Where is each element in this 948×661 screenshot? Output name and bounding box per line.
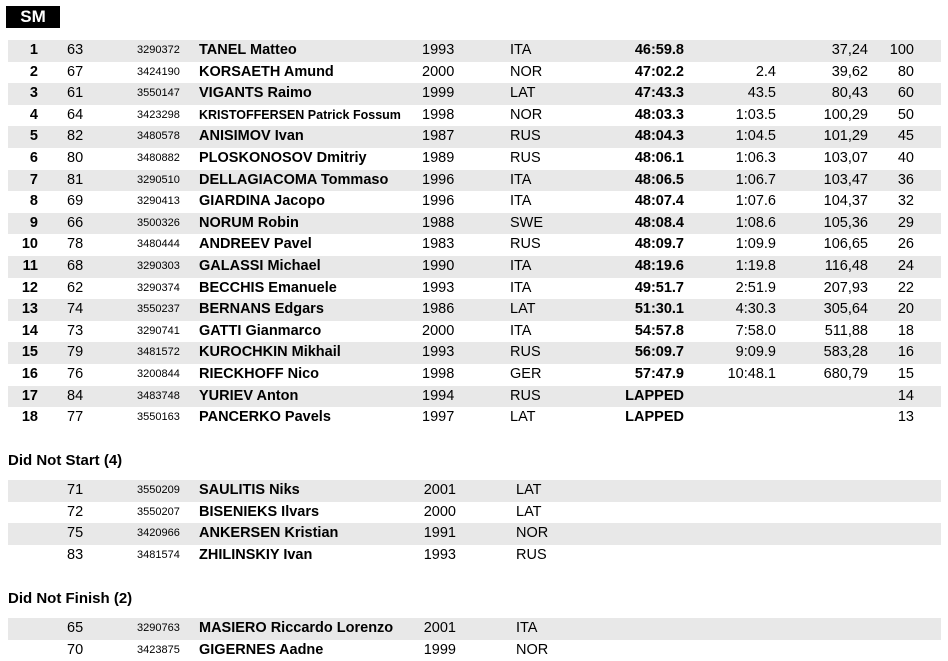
rank-cell: 8 — [29, 193, 38, 210]
cup-points-cell: 29 — [897, 214, 914, 231]
cup-points-cell: 50 — [897, 106, 914, 123]
birth-year-cell: 1983 — [422, 236, 455, 253]
fis-points-cell: 305,64 — [823, 301, 868, 318]
fis-code-cell: 3290510 — [137, 173, 180, 186]
rank-cell: 6 — [29, 150, 38, 166]
bib-cell: 72 — [67, 503, 84, 520]
fis-points-cell: 37,24 — [831, 42, 868, 58]
result-row — [8, 170, 941, 192]
athlete-name-cell: RIECKHOFF Nico — [199, 366, 320, 382]
cup-points-cell: 80 — [897, 63, 914, 80]
athlete-name-cell: GATTI Gianmarco — [199, 322, 322, 339]
bib-cell: 79 — [67, 344, 84, 361]
time-behind-cell: 2.4 — [755, 63, 776, 80]
athlete-name-cell: GIARDINA Jacopo — [199, 193, 325, 210]
fis-code-cell: 3290741 — [137, 324, 180, 337]
birth-year-cell: 1990 — [422, 258, 455, 274]
nation-cell: ITA — [510, 171, 532, 188]
birth-year-cell: 1996 — [422, 171, 455, 188]
time-cell: 48:08.4 — [634, 214, 684, 231]
birth-year-cell: 2000 — [423, 503, 456, 520]
birth-year-cell: 1986 — [422, 301, 455, 318]
birth-year-cell: 1999 — [422, 85, 455, 102]
fis-code-cell: 3500326 — [137, 216, 180, 229]
time-behind-cell: 1:06.7 — [735, 171, 776, 188]
fis-points-cell: 104,37 — [823, 193, 868, 210]
bib-cell: 63 — [67, 42, 84, 58]
time-behind-cell: 1:07.6 — [735, 193, 776, 210]
result-row — [8, 234, 941, 256]
athlete-name-cell: KUROCHKIN Mikhail — [199, 344, 341, 361]
birth-year-cell: 1993 — [422, 344, 455, 361]
cup-points-cell: 18 — [897, 322, 914, 339]
bib-cell: 84 — [67, 387, 84, 404]
cup-points-cell: 14 — [897, 387, 914, 404]
fis-code-cell: 3480882 — [137, 152, 180, 164]
fis-code-cell: 3290372 — [137, 44, 180, 56]
fis-points-cell: 511,88 — [824, 322, 868, 339]
result-row — [8, 126, 941, 148]
result-row — [8, 321, 941, 343]
bib-cell: 82 — [67, 128, 84, 145]
bib-cell: 75 — [67, 525, 84, 542]
cup-points-cell: 32 — [897, 193, 914, 210]
athlete-name-cell: GALASSI Michael — [199, 258, 321, 274]
rank-cell: 15 — [21, 344, 38, 361]
bib-cell: 62 — [67, 279, 84, 296]
time-behind-cell: 1:19.8 — [735, 258, 776, 274]
rank-cell: 2 — [29, 63, 38, 80]
time-cell: LAPPED — [625, 409, 684, 426]
cup-points-cell: 60 — [897, 85, 914, 102]
cup-points-cell: 40 — [897, 150, 914, 166]
bib-cell: 77 — [67, 409, 84, 426]
bib-cell: 67 — [67, 63, 84, 80]
fis-points-cell: 583,28 — [823, 344, 868, 361]
athlete-name-cell: BECCHIS Emanuele — [199, 279, 337, 296]
bib-cell: 61 — [67, 85, 84, 102]
nation-cell: LAT — [510, 409, 536, 426]
cup-points-cell: 13 — [897, 409, 914, 426]
cup-points-cell: 20 — [897, 301, 914, 318]
fis-points-cell: 101,29 — [823, 128, 868, 145]
athlete-name-cell: ZHILINSKIY Ivan — [199, 546, 313, 563]
athlete-name-cell: YURIEV Anton — [199, 387, 299, 404]
cup-points-cell: 26 — [897, 236, 914, 253]
fis-points-cell: 103,07 — [823, 150, 868, 166]
result-row — [8, 386, 941, 408]
bib-cell: 66 — [67, 214, 84, 231]
result-row — [8, 256, 941, 278]
fis-code-cell: 3483748 — [137, 389, 180, 402]
fis-code-cell: 3550207 — [137, 505, 180, 518]
time-cell: 51:30.1 — [634, 301, 684, 318]
time-cell: 47:43.3 — [634, 85, 684, 102]
rank-cell: 3 — [29, 85, 38, 102]
fis-points-cell: 105,36 — [823, 214, 868, 231]
bib-cell: 65 — [67, 620, 84, 636]
bib-cell: 83 — [67, 546, 84, 563]
result-row — [8, 148, 941, 170]
bib-cell: 70 — [67, 641, 84, 658]
nation-cell: ITA — [510, 322, 532, 339]
dns-row — [8, 545, 941, 567]
nation-cell: LAT — [516, 482, 542, 498]
result-row — [8, 40, 941, 62]
birth-year-cell: 1989 — [422, 150, 455, 166]
result-row — [8, 213, 941, 235]
nation-cell: RUS — [516, 546, 547, 563]
athlete-name-cell: MASIERO Riccardo Lorenzo — [199, 620, 394, 636]
nation-cell: GER — [510, 366, 542, 382]
bib-cell: 64 — [67, 106, 84, 123]
nation-cell: ITA — [516, 620, 538, 636]
time-cell: 48:03.3 — [634, 106, 684, 123]
birth-year-cell: 1987 — [422, 128, 455, 145]
fis-points-cell: 207,93 — [823, 279, 868, 296]
nation-cell: NOR — [516, 525, 549, 542]
bib-cell: 76 — [67, 366, 84, 382]
athlete-name-cell: VIGANTS Raimo — [199, 85, 312, 102]
fis-points-cell: 680,79 — [823, 366, 868, 382]
cup-points-cell: 16 — [897, 344, 914, 361]
nation-cell: ITA — [510, 258, 532, 274]
time-behind-cell: 10:48.1 — [727, 366, 776, 382]
fis-points-cell: 100,29 — [823, 106, 868, 123]
cup-points-cell: 36 — [897, 171, 914, 188]
time-cell: 48:06.1 — [634, 150, 684, 166]
fis-code-cell: 3423875 — [137, 643, 180, 656]
time-cell: 48:04.3 — [634, 128, 684, 145]
rank-cell: 1 — [29, 42, 38, 58]
nation-cell: NOR — [516, 641, 549, 658]
nation-cell: LAT — [510, 85, 536, 102]
time-behind-cell: 1:06.3 — [735, 150, 776, 166]
time-behind-cell: 1:09.9 — [735, 236, 776, 253]
bib-cell: 71 — [67, 482, 84, 498]
athlete-name-cell: GIGERNES Aadne — [199, 641, 324, 658]
bib-cell: 69 — [67, 193, 84, 210]
birth-year-cell: 1994 — [422, 387, 455, 404]
birth-year-cell: 2001 — [423, 482, 456, 498]
rank-cell: 14 — [21, 322, 38, 339]
birth-year-cell: 2000 — [422, 322, 455, 339]
time-cell: 46:59.8 — [634, 42, 684, 58]
rank-cell: 12 — [21, 279, 38, 296]
nation-cell: ITA — [510, 279, 532, 296]
dns-row — [8, 480, 941, 502]
fis-code-cell: 3290303 — [137, 260, 180, 272]
time-cell: 54:57.8 — [634, 322, 684, 339]
result-row — [8, 83, 941, 105]
fis-code-cell: 3290763 — [137, 622, 180, 634]
cup-points-cell: 100 — [889, 42, 914, 58]
fis-points-cell: 106,65 — [823, 236, 868, 253]
cup-points-cell: 22 — [897, 279, 914, 296]
time-cell: 48:06.5 — [634, 171, 684, 188]
time-cell: 49:51.7 — [634, 279, 684, 296]
time-behind-cell: 4:30.3 — [735, 301, 776, 318]
athlete-name-cell: KORSAETH Amund — [199, 63, 334, 80]
bib-cell: 81 — [67, 171, 84, 188]
time-behind-cell: 1:08.6 — [735, 214, 776, 231]
fis-code-cell: 3424190 — [137, 65, 180, 78]
bib-cell: 78 — [67, 236, 84, 253]
fis-points-cell: 116,48 — [824, 258, 868, 274]
fis-code-cell: 3481574 — [137, 548, 180, 561]
result-row — [8, 105, 941, 127]
athlete-name-cell: NORUM Robin — [199, 214, 299, 231]
nation-cell: LAT — [516, 503, 542, 520]
nation-cell: RUS — [510, 236, 541, 253]
nation-cell: RUS — [510, 387, 541, 404]
fis-code-cell: 3481572 — [137, 346, 180, 359]
fis-code-cell: 3550163 — [137, 411, 180, 424]
fis-code-cell: 3423298 — [137, 108, 180, 121]
rank-cell: 4 — [29, 106, 38, 123]
birth-year-cell: 1998 — [422, 366, 455, 382]
dnf-row — [8, 640, 941, 661]
bib-cell: 74 — [67, 301, 84, 318]
athlete-name-cell: KRISTOFFERSEN Patrick Fossum — [199, 107, 401, 122]
nation-cell: RUS — [510, 150, 541, 166]
nation-cell: NOR — [510, 63, 543, 80]
rank-cell: 9 — [29, 214, 38, 231]
fis-points-cell: 39,62 — [831, 63, 868, 80]
time-cell: LAPPED — [625, 387, 684, 404]
bib-cell: 80 — [67, 150, 84, 166]
result-row — [8, 278, 941, 300]
birth-year-cell: 1988 — [422, 214, 455, 231]
result-row — [8, 191, 941, 213]
fis-code-cell: 3480444 — [137, 238, 180, 251]
athlete-name-cell: SAULITIS Niks — [199, 482, 300, 498]
fis-code-cell: 3550147 — [137, 87, 180, 100]
nation-cell: ITA — [510, 193, 532, 210]
birth-year-cell: 1999 — [423, 641, 456, 658]
time-cell: 56:09.7 — [634, 344, 684, 361]
category-badge: SM — [6, 6, 60, 28]
birth-year-cell: 2001 — [423, 620, 456, 636]
dns-row — [8, 523, 941, 545]
birth-year-cell: 1993 — [422, 42, 455, 58]
result-row — [8, 62, 941, 84]
time-behind-cell: 1:03.5 — [735, 106, 776, 123]
time-behind-cell: 7:58.0 — [735, 322, 776, 339]
nation-cell: SWE — [510, 214, 544, 231]
athlete-name-cell: ANDREEV Pavel — [199, 236, 312, 253]
cup-points-cell: 45 — [897, 128, 914, 145]
athlete-name-cell: ANKERSEN Kristian — [199, 525, 339, 542]
fis-code-cell: 3200844 — [137, 368, 180, 380]
fis-code-cell: 3420966 — [137, 527, 180, 540]
bib-cell: 73 — [67, 322, 84, 339]
rank-cell: 7 — [29, 171, 38, 188]
nation-cell: RUS — [510, 128, 541, 145]
time-cell: 57:47.9 — [634, 366, 684, 382]
result-row — [8, 342, 941, 364]
nation-cell: RUS — [510, 344, 541, 361]
birth-year-cell: 1993 — [422, 279, 455, 296]
time-cell: 48:19.6 — [634, 258, 684, 274]
birth-year-cell: 2000 — [422, 63, 455, 80]
rank-cell: 11 — [22, 258, 38, 274]
dnf-section-title: Did Not Finish (2) — [8, 590, 133, 607]
athlete-name-cell: ANISIMOV Ivan — [199, 128, 304, 145]
fis-code-cell: 3550209 — [137, 484, 180, 496]
time-cell: 47:02.2 — [634, 63, 684, 80]
birth-year-cell: 1998 — [422, 106, 455, 123]
bib-cell: 68 — [67, 258, 84, 274]
birth-year-cell: 1993 — [423, 546, 456, 563]
rank-cell: 13 — [21, 301, 38, 318]
athlete-name-cell: PANCERKO Pavels — [199, 409, 331, 426]
dnf-row — [8, 618, 941, 640]
rank-cell: 18 — [21, 409, 38, 426]
athlete-name-cell: DELLAGIACOMA Tommaso — [199, 171, 389, 188]
fis-code-cell: 3550237 — [137, 303, 180, 316]
time-behind-cell: 9:09.9 — [735, 344, 776, 361]
fis-code-cell: 3290413 — [137, 195, 180, 208]
dns-row — [8, 502, 941, 524]
nation-cell: ITA — [510, 42, 532, 58]
result-row — [8, 407, 941, 429]
fis-points-cell: 80,43 — [831, 85, 868, 102]
cup-points-cell: 15 — [897, 366, 914, 382]
rank-cell: 10 — [21, 236, 38, 253]
time-behind-cell: 43.5 — [747, 85, 776, 102]
result-row — [8, 299, 941, 321]
fis-code-cell: 3290374 — [137, 281, 180, 294]
rank-cell: 17 — [21, 387, 38, 404]
time-cell: 48:07.4 — [634, 193, 684, 210]
fis-code-cell: 3480578 — [137, 130, 180, 143]
cup-points-cell: 24 — [897, 258, 914, 274]
athlete-name-cell: TANEL Matteo — [199, 42, 297, 58]
rank-cell: 16 — [21, 366, 38, 382]
birth-year-cell: 1996 — [422, 193, 455, 210]
result-row — [8, 364, 941, 386]
birth-year-cell: 1997 — [422, 409, 455, 426]
rank-cell: 5 — [29, 128, 38, 145]
birth-year-cell: 1991 — [423, 525, 456, 542]
time-cell: 48:09.7 — [634, 236, 684, 253]
athlete-name-cell: BISENIEKS Ilvars — [199, 503, 320, 520]
time-behind-cell: 1:04.5 — [735, 128, 776, 145]
athlete-name-cell: BERNANS Edgars — [199, 301, 324, 318]
time-behind-cell: 2:51.9 — [735, 279, 776, 296]
nation-cell: NOR — [510, 106, 543, 123]
nation-cell: LAT — [510, 301, 536, 318]
fis-points-cell: 103,47 — [823, 171, 868, 188]
athlete-name-cell: PLOSKONOSOV Dmitriy — [199, 150, 367, 166]
dns-section-title: Did Not Start (4) — [8, 452, 123, 469]
